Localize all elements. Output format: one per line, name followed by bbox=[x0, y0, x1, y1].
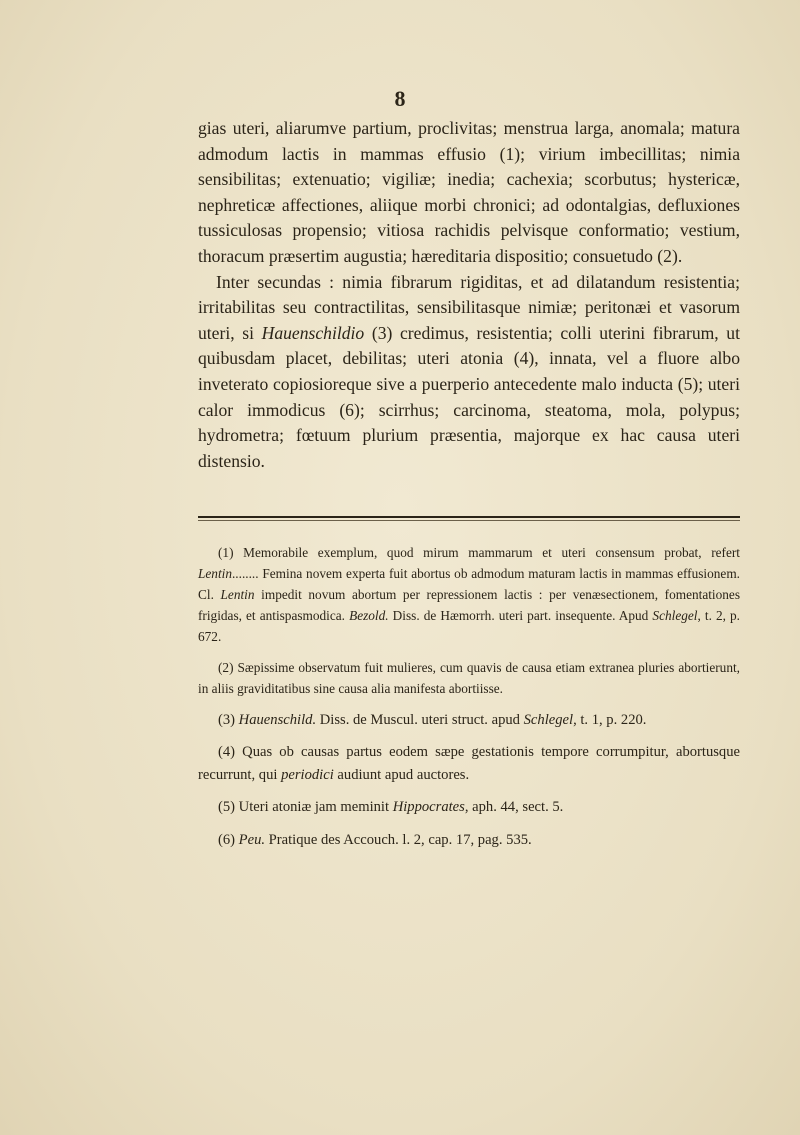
footnote-4 bbox=[198, 741, 740, 786]
paragraph-2-text-b: (3) credimus, resistentia; colli uterini fibrarum, ut quibusdam placet, debilitas; uteri atonia (4), innata, vel a fluore albo inveterato copiosioreque sive a puerperio antecedente malo inducta (5); uteri calor immodicus (6); scirrhus; carcinoma, steatoma, mola, polypus; hydrometra; fœtuum plurium præsentia, majorque ex hac causa uteri distensio. bbox=[198, 322, 740, 471]
footnote-1-italic: Lentin bbox=[198, 566, 232, 581]
footnote-1-italic: Lentin bbox=[220, 587, 255, 602]
footnote-1-italic: Schlegel bbox=[652, 608, 698, 623]
paragraph-2-text-a: Inter secundas : nimia fibrarum rigiditas, et ad dilatandum resistentia; irritabilitas seu contractilitas, sensibilitasque nimiæ; peritonæi et vasorum uteri, si bbox=[198, 271, 740, 343]
footnote-1-text: Diss. de Hæmorrh. uteri part. insequente. Apud bbox=[388, 608, 653, 623]
footnote-3-text: , t. 1, p. 220. bbox=[573, 712, 647, 728]
footnote-3-text: (3) bbox=[218, 712, 239, 728]
footnote-6-text: Pratique des Accouch. l. 2, cap. 17, pag. 535. bbox=[265, 831, 532, 848]
page-number: 8 bbox=[394, 86, 406, 111]
footnote-1-text: impedit novum abortum per repressionem lactis : per venæsectionem, fomentationes frigidas, et antispasmodica. bbox=[198, 587, 740, 623]
footnote-6-text: (6) bbox=[218, 831, 239, 848]
footnote-4-italic: periodici bbox=[281, 766, 334, 783]
footnote-6 bbox=[198, 829, 740, 851]
footnote-1-text: (1) Memorabile exemplum, quod mirum mammarum et uteri consensum probat, refert bbox=[218, 545, 740, 560]
footnote-1-text: , t. 2, p. 672. bbox=[198, 608, 740, 644]
paragraph-2 bbox=[198, 270, 740, 475]
footnote-4-text: audiunt apud auctores. bbox=[333, 766, 470, 783]
footnote-3-text: Diss. de Muscul. uteri struct. apud bbox=[316, 712, 524, 728]
footnote-1 bbox=[198, 542, 740, 647]
footnote-5-italic: Hippocrates bbox=[392, 799, 465, 816]
footnote-2: (2) Sæpissime observatum fuit mulieres, cum quavis de causa etiam extranea pluries abortierunt, in aliis graviditatibus sine causa alia manifesta abortiisse. bbox=[198, 660, 740, 696]
footnote-5-text: , aph. 44, sect. 5. bbox=[464, 799, 564, 816]
footnote-4-text: (4) Quas ob causas partus eodem sæpe gestationis tempore corrumpitur, abortusque recurrunt, qui bbox=[198, 744, 740, 783]
footnote-3-italic: Schlegel bbox=[523, 712, 574, 728]
footnote-3-italic: Hauenschild. bbox=[238, 712, 317, 728]
footnotes bbox=[198, 542, 740, 861]
footnote-1-italic: Bezold. bbox=[349, 608, 389, 623]
footnote-5 bbox=[198, 796, 740, 818]
footnote-1-text: ........ Femina novem experta fuit abortus ob admodum maturam lactis in mammas effusionem. Cl. bbox=[198, 566, 740, 602]
footnote-separator bbox=[198, 516, 740, 518]
paragraph-1: gias uteri, aliarumve partium, proclivitas; menstrua larga, anomala; matura admodum lactis in mammas effusio (1); virium imbecillitas; nimia sensibilitas; extenuatio; vigiliæ; inedia; cachexia; scorbutus; hystericæ, nephreticæ affectiones, aliique morbi chronici; ad odontalgias, defluxiones tussiculosas propensio; vitiosa rachidis pelvisque conformatio; vestium, thoracum præsertim augustia; hæreditaria dispositio; consuetudo (2). bbox=[198, 118, 740, 266]
footnote-6-italic: Peu. bbox=[238, 831, 266, 848]
main-text bbox=[198, 116, 740, 474]
footnote-5-text: (5) Uteri atoniæ jam meminit bbox=[218, 799, 393, 816]
footnote-3 bbox=[198, 709, 740, 731]
paragraph-2-italic: Hauenschildio bbox=[261, 322, 365, 343]
